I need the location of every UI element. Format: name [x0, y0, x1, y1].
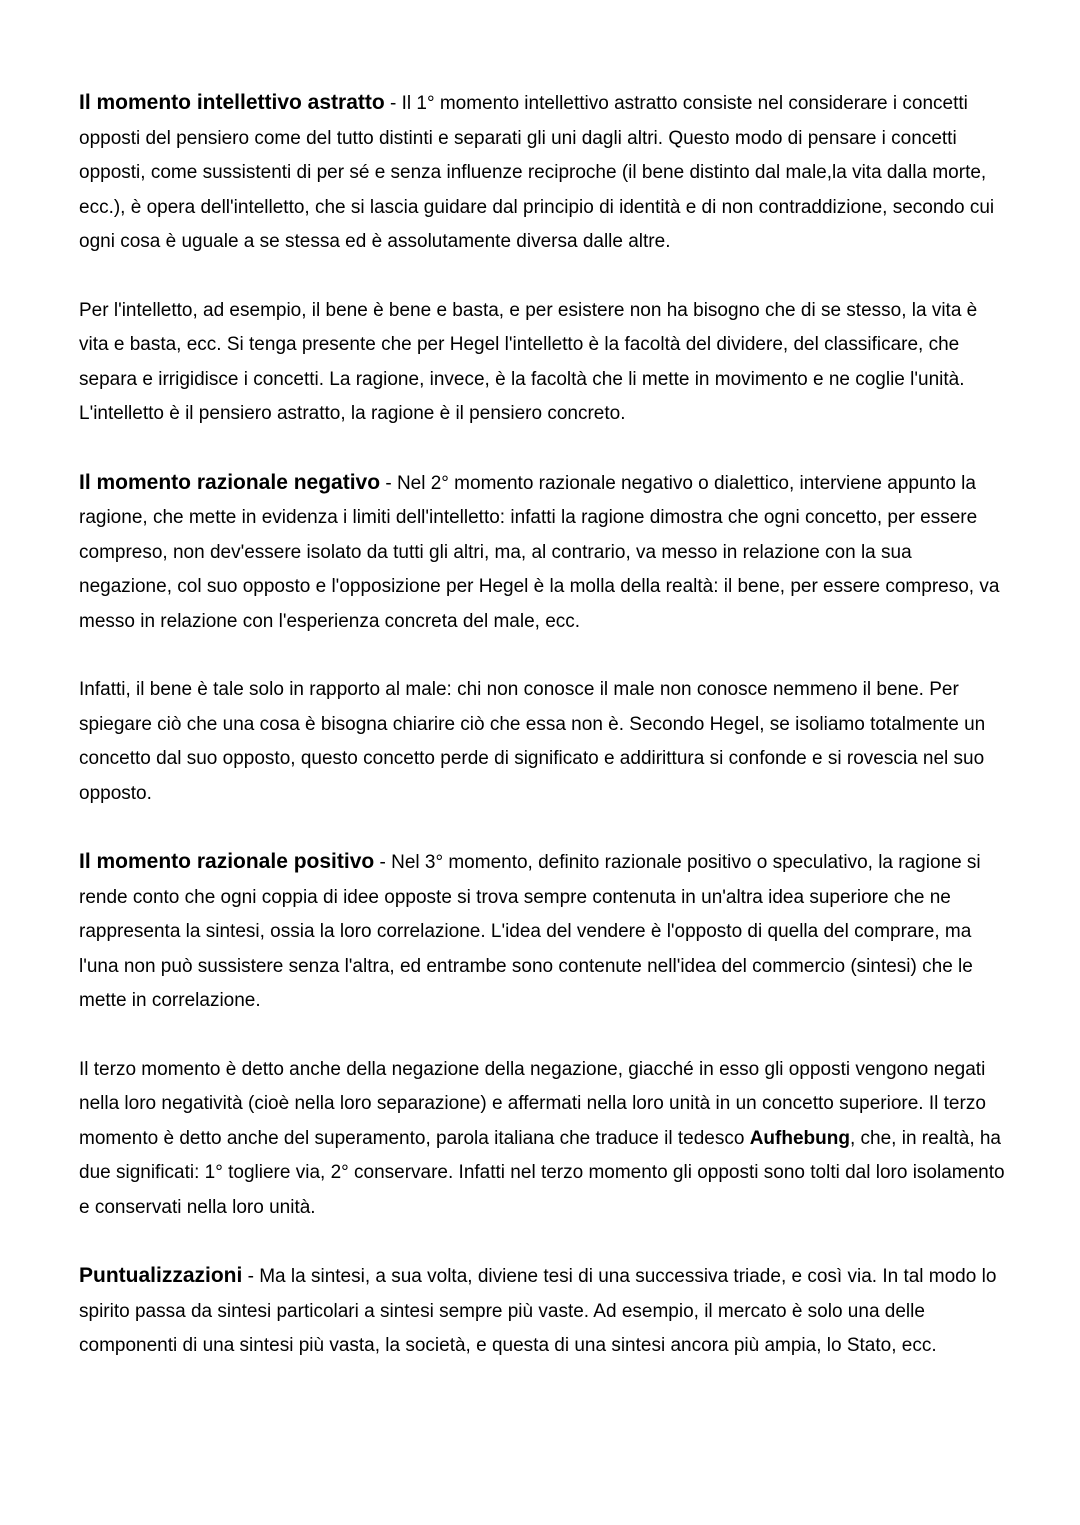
paragraph-text: Ma la sintesi, a sua volta, diviene tesi di una successiva triade, e così via. In tal modo lo spirito passa da sintesi particolari a sintesi sempre più vaste. Ad esempio, il mercato è solo una delle componenti di una sintesi più vasta, la società, e questa di una sintesi ancora più ampia, lo Stato, ecc.	[79, 1266, 997, 1356]
section-positivo-followup	[79, 1053, 1009, 1226]
section-negativo-followup: Infatti, il bene è tale solo in rapporto al male: chi non conosce il male non conosce nemmeno il bene. Per spiegare ciò che una cosa è bisogna chiarire ciò che essa non è. Secondo Hegel, se isoliamo totalmente un concetto dal suo opposto, questo concetto perde di significato e addirittura si confonde e si rovescia nel suo opposto.	[79, 679, 986, 804]
section-positivo-intro	[79, 845, 1009, 1019]
section-puntualizzazioni-intro	[79, 1259, 1009, 1364]
section-intellettivo-followup: Per l'intelletto, ad esempio, il bene è bene e basta, e per esistere non ha bisogno che di se stesso, la vita è vita e basta, ecc. Si tenga presente che per Hegel l'intelletto è la facoltà del dividere, del classificare, che separa e irrigidisce i concetti. La ragione, invece, è la facoltà che li mette in movimento e ne coglie l'unità. L'intelletto è il pensiero astratto, la ragione è il pensiero concreto.	[79, 299, 978, 424]
bold-term: Aufhebung	[749, 1127, 850, 1149]
heading-separator: -	[384, 93, 402, 114]
heading-separator: -	[380, 472, 397, 494]
paragraph-text: Il 1° momento intellettivo astratto consiste nel considerare i concetti opposti del pensiero come del tutto distinti e separati gli uni dagli altri. Questo modo di pensare i concetti opposti, come sussistenti di per sé e senza influenze reciproche (il bene distinto dal male,la vita dalla morte, ecc.), è opera dell'intelletto, che si lascia guidare dal principio di identità e di non contraddizione, secondo cui ogni cosa è uguale a se stessa ed è assolutamente diversa dalle altre.	[79, 93, 995, 252]
section-heading: Il momento razionale positivo	[79, 850, 375, 873]
section-heading: Puntualizzazioni	[79, 1264, 243, 1287]
heading-separator: -	[242, 1266, 260, 1287]
paragraph-text: Nel 3° momento, definito razionale positivo o speculativo, la ragione si rende conto che ogni coppia di idee opposte si trova sempre contenuta in un'altra idea superiore che ne rappresenta la sintesi, ossia la loro correlazione. L'idea del vendere è l'opposto di quella del comprare, ma l'una non può sussistere senza l'altra, ed entrambe sono contenute nell'idea del commercio (sintesi) che le mette in correlazione.	[79, 852, 981, 1011]
document-page	[79, 86, 1009, 1398]
heading-separator: -	[374, 852, 392, 873]
paragraph-text: , che, in realtà, ha due significati: 1° togliere via, 2° conservare. Infatti nel terzo momento gli opposti sono tolti dal loro isolamento e conservati nella loro unità.	[79, 1127, 1005, 1218]
paragraph-text: Il terzo momento è detto anche della negazione della negazione, giacché in esso gli opposti vengono negati nella loro negatività (cioè nella loro separazione) e affermati nella loro unità in un concetto superiore. Il terzo momento è detto anche del superamento, parola italiana che traduce il tedesco	[79, 1058, 986, 1149]
section-heading: Il momento razionale negativo	[79, 470, 381, 494]
section-heading: Il momento intellettivo astratto	[79, 91, 385, 114]
section-intellettivo-intro	[79, 86, 1009, 260]
section-negativo-intro	[79, 466, 1009, 640]
paragraph-text: Nel 2° momento razionale negativo o dialettico, interviene appunto la ragione, che mette in evidenza i limiti dell'intelletto: infatti la ragione dimostra che ogni concetto, per essere compreso, non dev'essere isolato da tutti gli altri, ma, al contrario, va messo in relazione con la sua negazione, col suo opposto e l'opposizione per Hegel è la molla della realtà: il bene, per essere compreso, va messo in relazione con l'esperienza concreta del male, ecc.	[79, 472, 1000, 632]
